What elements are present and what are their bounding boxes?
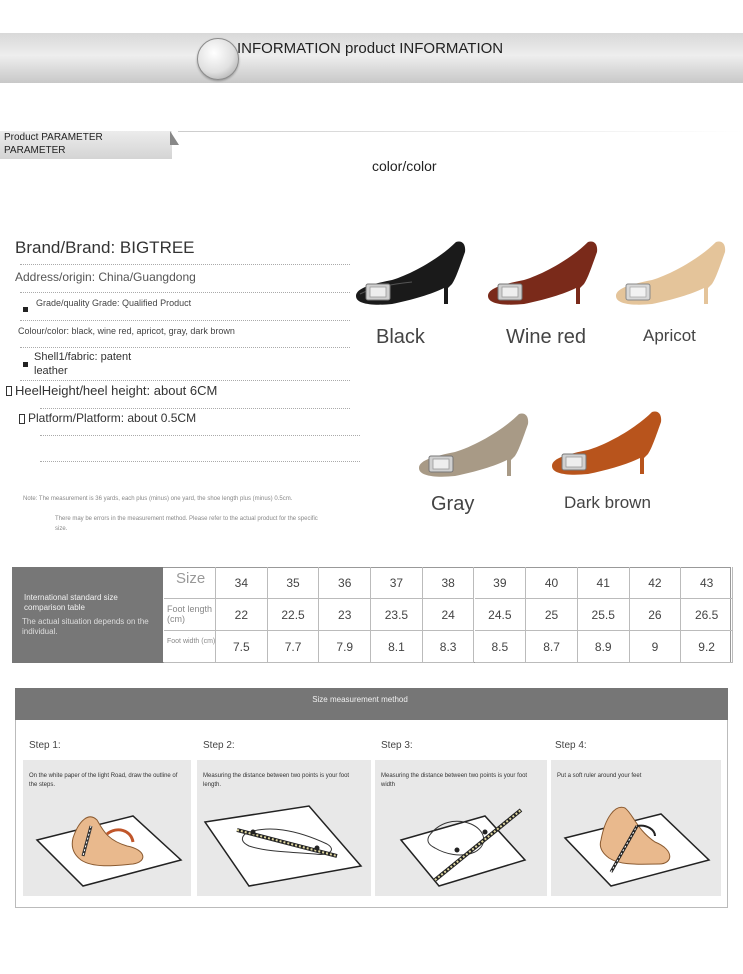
divider <box>20 292 350 293</box>
size-table-title: International standard size comparison table <box>24 593 118 612</box>
parameter-tab-line1: Product PARAMETER <box>4 132 103 143</box>
color-label-black: Black <box>376 326 425 348</box>
shoe-apricot-image <box>612 238 728 308</box>
step-1-foot-outline-illustration <box>23 790 191 890</box>
step-3-label: Step 3: <box>381 740 413 751</box>
bullet-icon <box>23 307 28 312</box>
size-table-note: The actual situation depends on the individual. <box>22 617 149 636</box>
size-cell: 34 <box>216 567 268 599</box>
foot-length-cell: 24 <box>423 599 475 631</box>
size-cell: 38 <box>423 567 475 599</box>
size-cell: 35 <box>268 567 320 599</box>
foot-length-cell: 25 <box>526 599 578 631</box>
row-label-size: Size <box>176 570 206 587</box>
divider <box>40 461 360 462</box>
param-grade: Grade/quality Grade: Qualified Product <box>36 298 192 308</box>
size-table-header-panel <box>12 567 163 663</box>
param-fabric-line2: leather <box>34 365 68 377</box>
shoe-gray-image <box>415 410 531 480</box>
divider <box>40 408 350 409</box>
foot-length-cell: 26.5 <box>681 599 733 631</box>
size-cell: 39 <box>475 567 527 599</box>
parameter-tab-line2: PARAMETER <box>4 145 66 156</box>
param-fabric-line1: Shell1/fabric: patent <box>34 351 132 363</box>
step-4-text: Put a soft ruler around your feet <box>557 773 642 779</box>
foot-length-cell: 22.5 <box>268 599 320 631</box>
bullet-icon <box>23 362 28 367</box>
divider <box>20 320 350 321</box>
box-glyph-icon <box>6 386 12 396</box>
size-cell: 43 <box>681 567 733 599</box>
divider <box>20 347 350 348</box>
foot-length-cell: 23 <box>319 599 371 631</box>
foot-width-cell: 9.2 <box>681 631 733 663</box>
foot-length-cell: 22 <box>216 599 268 631</box>
foot-length-cell: 24.5 <box>475 599 527 631</box>
foot-width-cell: 8.7 <box>526 631 578 663</box>
measurement-title: Size measurement method <box>312 695 408 704</box>
row-label-foot-width: Foot width (cm) <box>167 638 216 645</box>
foot-length-cell: 23.5 <box>371 599 423 631</box>
foot-width-cell: 8.1 <box>371 631 423 663</box>
step-4-soft-ruler-illustration <box>551 790 721 890</box>
foot-width-cell: 7.7 <box>268 631 320 663</box>
row-label-foot-length: Foot length (cm) <box>167 604 213 624</box>
color-label-wine-red: Wine red <box>506 326 587 348</box>
banner-circle-icon <box>197 38 239 80</box>
divider <box>40 435 360 436</box>
measurement-note: Note: The measurement is 36 yards, each plus (minus) one yard, the shoe length plus (minus) 0.5cm. <box>23 496 293 502</box>
size-cell: 42 <box>630 567 682 599</box>
step-2-label: Step 2: <box>203 740 235 751</box>
row-label-cell <box>164 631 216 663</box>
divider <box>20 264 350 265</box>
foot-width-cell: 8.9 <box>578 631 630 663</box>
param-heel-height: HeelHeight/heel height: about 6CM <box>15 383 218 398</box>
size-cell: 40 <box>526 567 578 599</box>
row-label-cell <box>164 599 216 631</box>
color-label-apricot: Apricot <box>643 326 696 345</box>
foot-width-cell: 9 <box>630 631 682 663</box>
step-1-text: On the white paper of the light Road, draw the outline of the steps. <box>29 773 178 788</box>
color-section-title: color/color <box>372 158 437 174</box>
color-label-dark-brown: Dark brown <box>564 493 651 512</box>
param-address: Address/origin: China/Guangdong <box>15 270 196 284</box>
color-label-gray: Gray <box>431 493 475 515</box>
shoe-wine-red-image <box>484 238 600 308</box>
step-1-label: Step 1: <box>29 740 61 751</box>
foot-width-cell: 8.3 <box>423 631 475 663</box>
tab-triangle-icon <box>170 131 179 145</box>
row-label-cell <box>164 567 216 599</box>
foot-width-cell: 8.5 <box>475 631 527 663</box>
param-brand: Brand/Brand: BIGTREE <box>15 238 195 257</box>
box-glyph-icon <box>19 414 25 424</box>
shoe-black-image <box>352 238 468 308</box>
size-cell: 41 <box>578 567 630 599</box>
shoe-dark-brown-image <box>548 408 664 478</box>
step-3-text: Measuring the distance between two points is your foot width <box>381 773 528 788</box>
page-title: INFORMATION product INFORMATION <box>237 40 504 57</box>
size-cell: 36 <box>319 567 371 599</box>
divider <box>178 131 743 132</box>
divider <box>20 380 350 381</box>
error-note: There may be errors in the measurement method. Please refer to the actual product for the specific size. <box>55 516 318 532</box>
step-3-foot-width-illustration <box>375 790 547 890</box>
step-2-foot-length-illustration <box>197 790 371 890</box>
step-4-label: Step 4: <box>555 740 587 751</box>
size-cell: 37 <box>371 567 423 599</box>
foot-length-cell: 25.5 <box>578 599 630 631</box>
param-colour: Colour/color: black, wine red, apricot, gray, dark brown <box>18 326 235 336</box>
foot-width-cell: 7.9 <box>319 631 371 663</box>
step-2-text: Measuring the distance between two points is your foot length. <box>203 773 350 788</box>
foot-width-cell: 7.5 <box>216 631 268 663</box>
param-platform: Platform/Platform: about 0.5CM <box>28 411 197 425</box>
foot-length-cell: 26 <box>630 599 682 631</box>
